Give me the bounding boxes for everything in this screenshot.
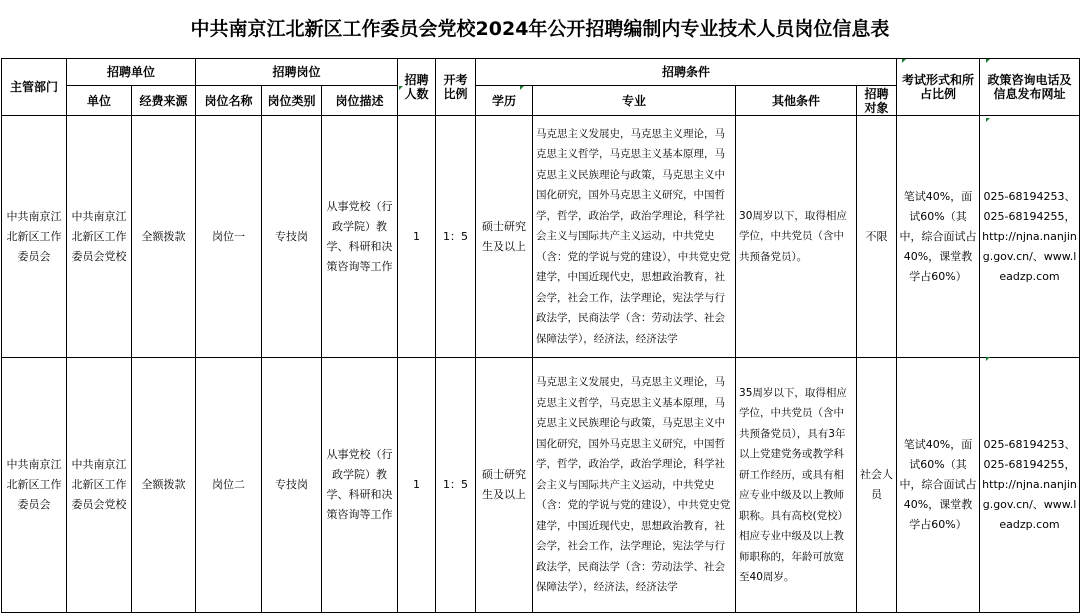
cell-funding: 全额拨款 [132, 358, 196, 613]
cell-post-type: 专技岗 [262, 116, 322, 358]
cell-ratio: 1：5 [436, 358, 476, 613]
header-contact: 政策咨询电话及信息发布网址 [980, 59, 1080, 116]
cell-target: 社会人员 [857, 358, 897, 613]
cell-comment-marker [986, 59, 990, 63]
header-post-type: 岗位类别 [262, 86, 322, 116]
cell-dept: 中共南京江北新区工作委员会 [2, 116, 67, 358]
cell-dept: 中共南京江北新区工作委员会 [2, 358, 67, 613]
cell-post-name: 岗位一 [196, 116, 262, 358]
cell-comment-marker [520, 86, 524, 90]
header-other: 其他条件 [736, 86, 857, 116]
cell-comment-marker [399, 86, 403, 90]
cell-unit: 中共南京江北新区工作委员会党校 [67, 358, 132, 613]
header-funding: 经费来源 [132, 86, 196, 116]
cell-contact: 025-68194253、025-68194255，http://njna.nanjing.gov.cn/、www.leadzp.com [980, 358, 1080, 613]
cell-comment-marker [902, 59, 906, 63]
cell-other: 30周岁以下，取得相应学位，中共党员（含中共预备党员）。 [736, 116, 857, 358]
cell-num: 1 [398, 116, 436, 358]
header-row-1 [2, 59, 1080, 86]
cell-edu: 硕士研究生及以上 [476, 358, 533, 613]
header-post-name: 岗位名称 [196, 86, 262, 116]
page-title: 中共南京江北新区工作委员会党校2024年公开招聘编制内专业技术人员岗位信息表 [190, 18, 890, 40]
cell-comment-marker [986, 357, 990, 361]
cell-ratio: 1：5 [436, 116, 476, 358]
cell-other: 35周岁以下，取得相应学位，中共党员（含中共预备党员），具有3年以上党建党务或教学科研工作经历，或具有相应专业中级及以上教师职称。具有高校(党校）相应专业中级及以上教师职称的，年龄可放宽至40周岁。 [736, 358, 857, 613]
cell-post-desc: 从事党校（行政学院）教学、科研和决策咨询等工作 [322, 116, 398, 358]
header-cond-group: 招聘条件 [476, 59, 897, 86]
table-row [2, 116, 1080, 358]
cell-contact: 025-68194253、025-68194255，http://njna.nanjing.gov.cn/、www.leadzp.com [980, 116, 1080, 358]
header-major: 专业 [533, 86, 736, 116]
header-num: 招聘人数 [398, 59, 436, 116]
cell-edu: 硕士研究生及以上 [476, 116, 533, 358]
header-edu: 学历 [476, 86, 533, 116]
header-unit-group: 招聘单位 [67, 59, 196, 86]
header-dept: 主管部门 [2, 59, 67, 116]
cell-post-desc: 从事党校（行政学院）教学、科研和决策咨询等工作 [322, 358, 398, 613]
header-ratio: 开考比例 [436, 59, 476, 116]
cell-num: 1 [398, 358, 436, 613]
cell-major: 马克思主义发展史，马克思主义理论，马克思主义哲学，马克思主义基本原理，马克思主义民族理论与政策，马克思主义中国化研究，国外马克思主义研究，中国哲学，哲学，政治学，政治学理论，科学社会主义与国际共产主义运动，中共党史（含：党的学说与党的建设），中共党史党建学，中国近现代史，思想政治教育，社会学，社会工作，法学理论，宪法学与行政法学，民商法学（含：劳动法学、社会保障法学），经济法，经济法学 [533, 358, 736, 613]
header-exam: 考试形式和所占比例 [897, 59, 980, 116]
job-info-table [1, 58, 1080, 613]
header-post-group: 招聘岗位 [196, 59, 398, 86]
cell-exam: 笔试40%，面试60%（其中，综合面试占40%，课堂教学占60%） [897, 358, 980, 613]
cell-post-name: 岗位二 [196, 358, 262, 613]
table-row [2, 358, 1080, 613]
cell-exam: 笔试40%，面试60%（其中，综合面试占40%，课堂教学占60%） [897, 116, 980, 358]
header-target: 招聘对象 [857, 86, 897, 116]
cell-funding: 全额拨款 [132, 116, 196, 358]
header-post-desc: 岗位描述 [322, 86, 398, 116]
cell-major: 马克思主义发展史，马克思主义理论，马克思主义哲学，马克思主义基本原理，马克思主义民族理论与政策，马克思主义中国化研究，国外马克思主义研究，中国哲学，哲学，政治学，政治学理论，科学社会主义与国际共产主义运动，中共党史（含：党的学说与党的建设），中共党史党建学，中国近现代史，思想政治教育，社会学，社会工作，法学理论，宪法学与行政法学，民商法学（含：劳动法学、社会保障法学），经济法，经济法学 [533, 116, 736, 358]
cell-post-type: 专技岗 [262, 358, 322, 613]
cell-comment-marker [986, 118, 990, 122]
header-unit: 单位 [67, 86, 132, 116]
cell-target: 不限 [857, 116, 897, 358]
cell-unit: 中共南京江北新区工作委员会党校 [67, 116, 132, 358]
